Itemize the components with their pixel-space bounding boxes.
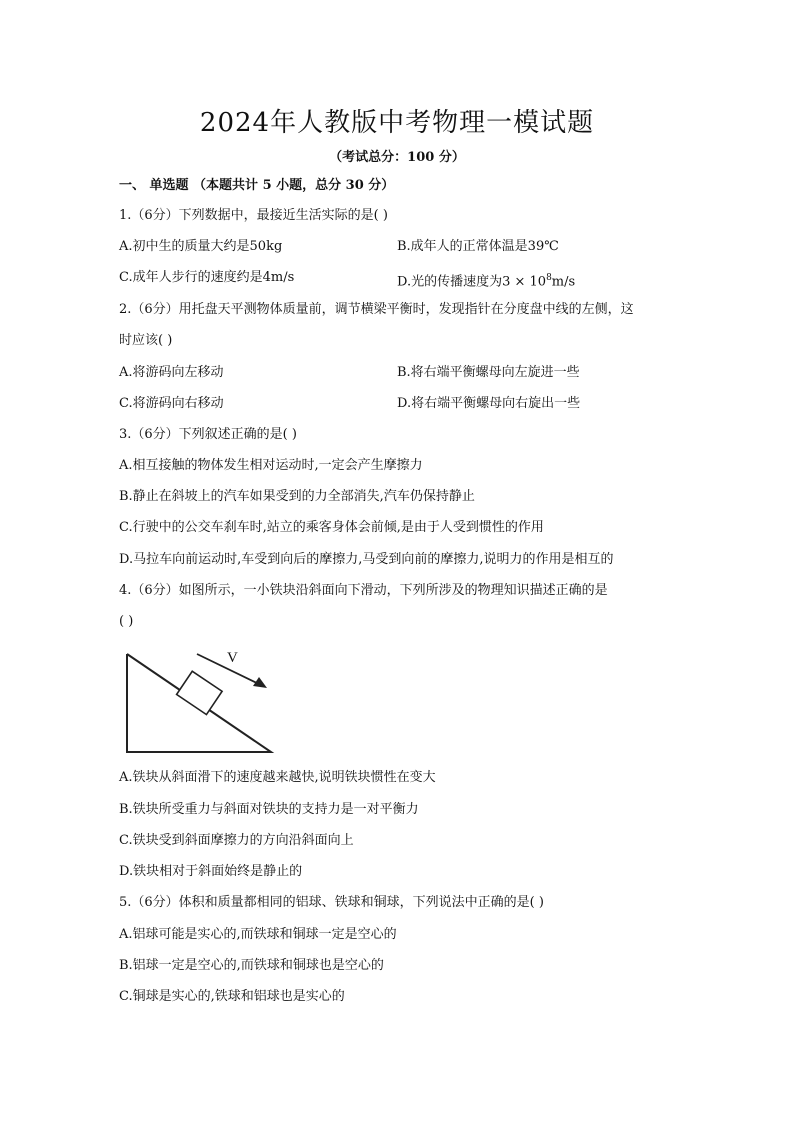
question-1-stem: 1.（6分）下列数据中，最接近生活实际的是( ) <box>119 208 388 223</box>
question-4-option-c: C.铁块受到斜面摩擦力的方向沿斜面向上 <box>119 833 354 848</box>
question-2-stem-line1: 2.（6分）用托盘天平测物体质量前，调节横梁平衡时，发现指针在分度盘中线的左侧，这 <box>119 302 634 317</box>
question-4-option-d: D.铁块相对于斜面始终是静止的 <box>119 864 303 879</box>
question-2-option-d: D.将右端平衡螺母向右旋出一些 <box>397 396 581 411</box>
question-4-stem-line1: 4.（6分）如图所示，一小铁块沿斜面向下滑动，下列所涉及的物理知识描述正确的是 <box>119 583 608 598</box>
question-4-option-a: A.铁块从斜面滑下的速度越来越快,说明铁块惯性在变大 <box>119 770 436 785</box>
option-d-exponent: 8 <box>546 273 552 283</box>
incline-figure <box>119 648 279 760</box>
question-3-option-c: C.行驶中的公交车刹车时,站立的乘客身体会前倾,是由于人受到惯性的作用 <box>119 520 544 535</box>
iron-block <box>177 671 223 714</box>
section-heading: 一、 单选题 （本题共计 5 小题，总分 30 分） <box>119 178 395 193</box>
question-1-option-c: C.成年人步行的速度约是4m/s <box>119 270 295 285</box>
question-1-option-d <box>397 269 575 291</box>
question-5-option-a: A.铝球可能是实心的,而铁球和铜球一定是空心的 <box>119 927 397 942</box>
question-5-option-c: C.铜球是实心的,铁球和铝球也是实心的 <box>119 989 345 1004</box>
question-1-option-b: B.成年人的正常体温是39℃ <box>397 239 559 254</box>
question-2-option-c: C.将游码向右移动 <box>119 396 224 411</box>
question-2-stem-line2: 时应该( ) <box>119 333 173 348</box>
page-title: 2024年人教版中考物理一模试题 <box>199 108 595 138</box>
page-subtitle: （考试总分：100 分） <box>329 150 465 165</box>
question-5-option-b: B.铝球一定是空心的,而铁球和铜球也是空心的 <box>119 958 384 973</box>
question-5-stem: 5.（6分）体积和质量都相同的铝球、铁球和铜球，下列说法中正确的是( ) <box>119 895 544 910</box>
question-2-option-a: A.将游码向左移动 <box>119 365 224 380</box>
option-d-suffix: m/s <box>551 274 576 290</box>
question-3-stem: 3.（6分）下列叙述正确的是( ) <box>119 427 297 442</box>
question-3-option-a: A.相互接触的物体发生相对运动时,一定会产生摩擦力 <box>119 458 423 473</box>
option-d-prefix: D.光的传播速度为3 × 10 <box>397 274 547 290</box>
question-1-option-a: A.初中生的质量大约是50kg <box>119 239 283 254</box>
question-4-stem-line2: ( ) <box>119 614 134 629</box>
question-3-option-b: B.静止在斜坡上的汽车如果受到的力全部消失,汽车仍保持静止 <box>119 489 475 504</box>
question-3-option-d: D.马拉车向前运动时,车受到向后的摩擦力,马受到向前的摩擦力,说明力的作用是相互的 <box>119 552 614 567</box>
question-4-option-b: B.铁块所受重力与斜面对铁块的支持力是一对平衡力 <box>119 802 419 817</box>
question-2-option-b: B.将右端平衡螺母向左旋进一些 <box>397 365 580 380</box>
velocity-label: V <box>227 650 238 666</box>
